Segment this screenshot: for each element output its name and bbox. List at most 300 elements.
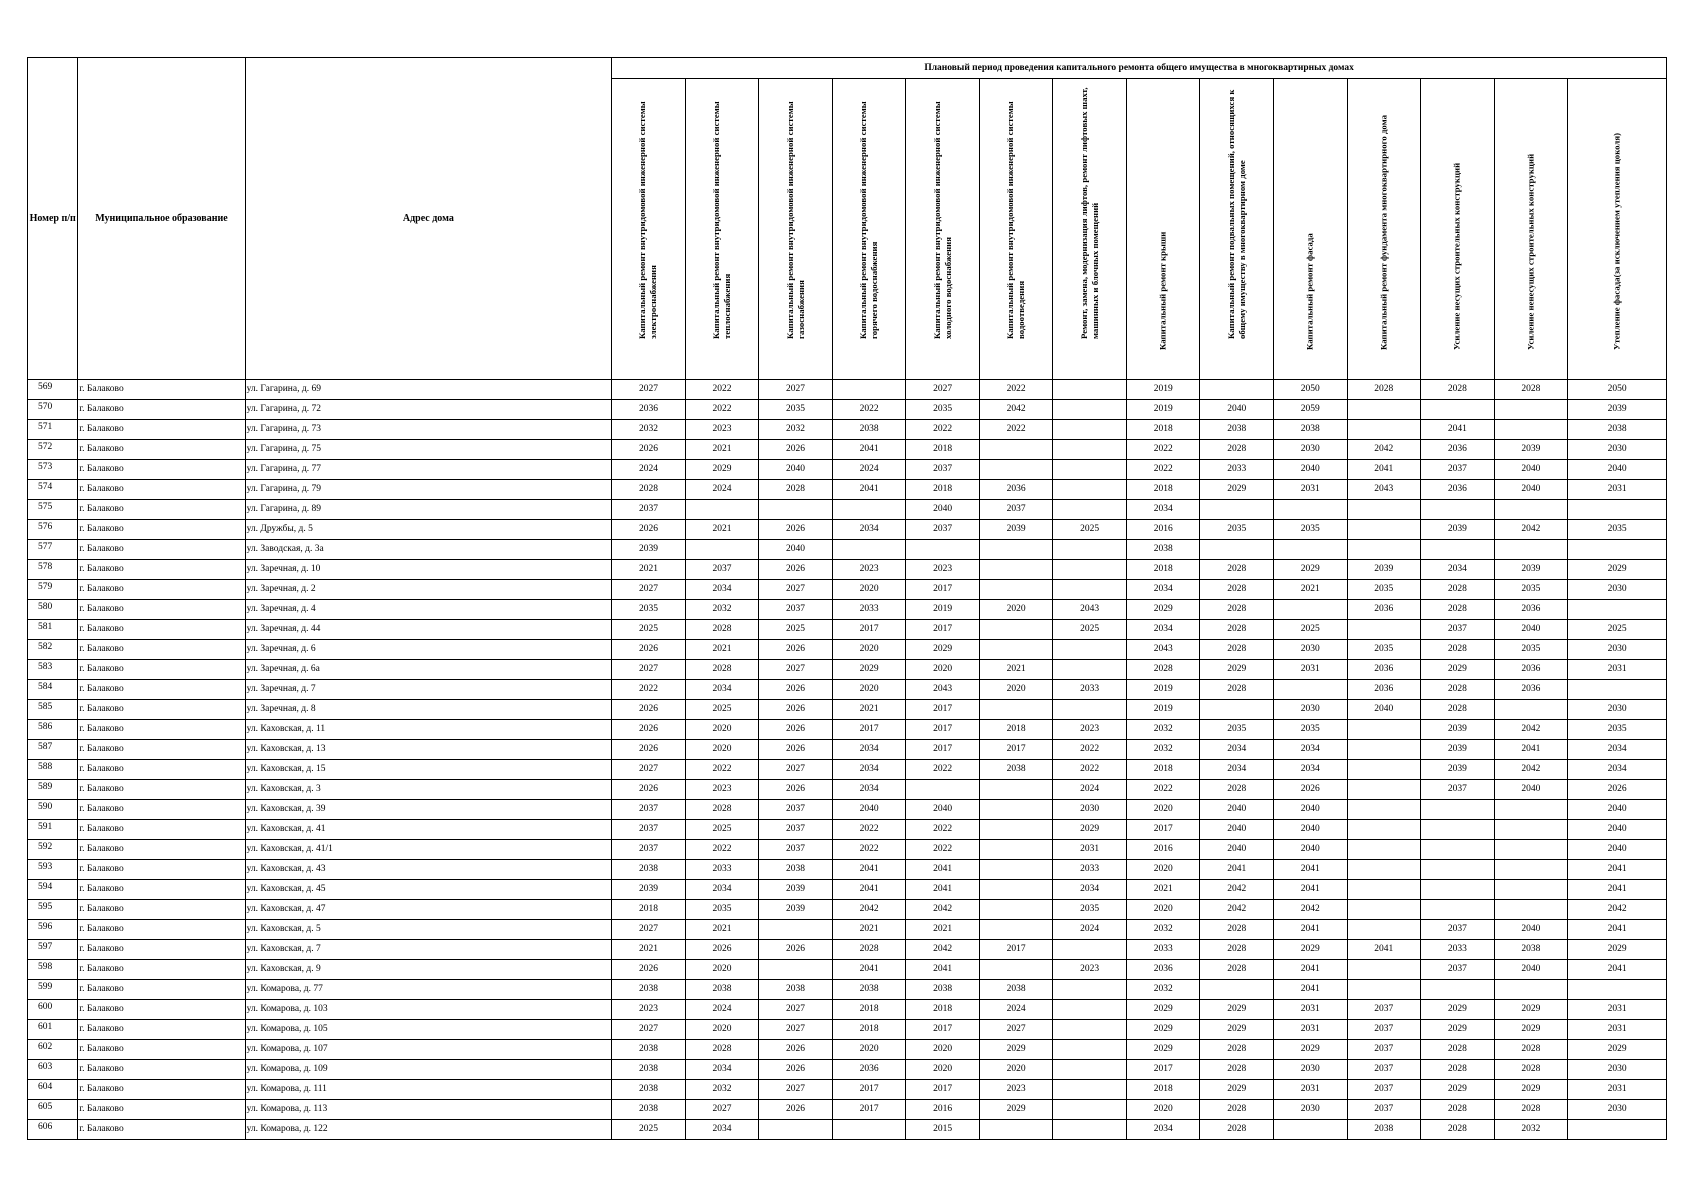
year-cell: 2027 [906,380,980,400]
year-cell: 2023 [1053,720,1127,740]
year-cell: 2030 [1053,800,1127,820]
row-number: 604 [28,1080,78,1100]
year-cell: 2021 [685,920,759,940]
year-cell: 2032 [685,600,759,620]
column-header [906,79,980,380]
year-cell: 2027 [759,580,833,600]
year-cell: 2029 [685,460,759,480]
year-cell: 2029 [1494,1080,1568,1100]
table-row [28,1040,1667,1060]
year-cell: 2037 [1347,1100,1421,1120]
year-cell: 2015 [906,1120,980,1140]
year-cell: 2030 [1568,440,1667,460]
year-cell [1347,740,1421,760]
year-cell: 2036 [1347,660,1421,680]
municipality-cell: г. Балаково [78,400,245,420]
year-cell [979,440,1053,460]
year-cell [1421,540,1495,560]
year-cell: 2028 [1200,600,1274,620]
row-number: 569 [28,380,78,400]
year-cell [979,880,1053,900]
year-cell [1347,960,1421,980]
column-header [1053,79,1127,380]
year-cell [1421,500,1495,520]
year-cell: 2029 [1421,1020,1495,1040]
year-cell: 2022 [1126,440,1200,460]
year-cell: 2037 [759,600,833,620]
year-cell: 2038 [1200,420,1274,440]
table-row [28,420,1667,440]
address-cell: ул. Комарова, д. 113 [245,1100,612,1120]
year-cell: 2020 [906,1060,980,1080]
year-cell: 2017 [832,1100,906,1120]
row-number: 599 [28,980,78,1000]
table-row [28,1020,1667,1040]
year-cell [685,540,759,560]
year-cell: 2027 [685,1100,759,1120]
address-cell: ул. Каховская, д. 13 [245,740,612,760]
table-row [28,400,1667,420]
year-cell: 2038 [1494,940,1568,960]
year-cell: 2037 [906,460,980,480]
address-cell: ул. Комарова, д. 122 [245,1120,612,1140]
year-cell: 2037 [1347,1040,1421,1060]
year-cell: 2041 [1421,420,1495,440]
table-row [28,460,1667,480]
table-row [28,1120,1667,1140]
table-row [28,680,1667,700]
row-number: 586 [28,720,78,740]
year-cell: 2031 [1274,1020,1348,1040]
year-cell: 2020 [979,600,1053,620]
year-cell: 2034 [832,520,906,540]
year-cell: 2039 [1494,440,1568,460]
year-cell: 2028 [1200,1100,1274,1120]
year-cell: 2020 [1126,1100,1200,1120]
year-cell [1347,620,1421,640]
year-cell: 2019 [1126,380,1200,400]
year-cell [979,960,1053,980]
year-cell: 2024 [1053,920,1127,940]
table-row [28,540,1667,560]
municipality-cell: г. Балаково [78,620,245,640]
year-cell: 2034 [1200,740,1274,760]
year-cell [759,960,833,980]
year-cell: 2020 [1126,860,1200,880]
year-cell [1053,980,1127,1000]
year-cell: 2040 [1494,480,1568,500]
year-cell: 2027 [759,1080,833,1100]
year-cell [1421,860,1495,880]
year-cell: 2024 [612,460,686,480]
year-cell: 2023 [612,1000,686,1020]
year-cell [1053,480,1127,500]
year-cell: 2027 [759,760,833,780]
year-cell: 2037 [1347,1080,1421,1100]
column-header-label: Усиление ненесущих строительных конструкций [1525,153,1536,350]
row-number: 584 [28,680,78,700]
table-row [28,940,1667,960]
year-cell: 2036 [1347,600,1421,620]
municipality-cell: г. Балаково [78,540,245,560]
year-cell: 2029 [1421,660,1495,680]
year-cell: 2030 [1568,700,1667,720]
year-cell: 2039 [759,880,833,900]
municipality-cell: г. Балаково [78,840,245,860]
address-cell: ул. Гагарина, д. 89 [245,500,612,520]
row-number: 587 [28,740,78,760]
year-cell: 2029 [1274,560,1348,580]
year-cell [979,780,1053,800]
year-cell: 2029 [1568,940,1667,960]
year-cell: 2018 [1126,760,1200,780]
column-header [1494,79,1568,380]
year-cell: 2039 [612,540,686,560]
municipality-cell: г. Балаково [78,940,245,960]
year-cell: 2038 [612,1040,686,1060]
year-cell: 2029 [1126,1040,1200,1060]
year-cell: 2030 [1274,1100,1348,1120]
year-cell [1053,580,1127,600]
year-cell: 2030 [1568,640,1667,660]
year-cell: 2040 [906,500,980,520]
address-cell: ул. Каховская, д. 7 [245,940,612,960]
year-cell: 2042 [832,900,906,920]
year-cell: 2031 [1568,1000,1667,1020]
year-cell: 2037 [612,820,686,840]
year-cell: 2042 [1494,760,1568,780]
address-cell: ул. Гагарина, д. 72 [245,400,612,420]
year-cell: 2040 [832,800,906,820]
year-cell: 2023 [906,560,980,580]
table-row [28,760,1667,780]
municipality-cell: г. Балаково [78,660,245,680]
year-cell: 2028 [1494,1100,1568,1120]
year-cell: 2035 [1200,720,1274,740]
year-cell [1421,800,1495,820]
municipality-cell: г. Балаково [78,820,245,840]
municipality-cell: г. Балаково [78,440,245,460]
address-cell: ул. Гагарина, д. 75 [245,440,612,460]
year-cell [1053,1120,1127,1140]
year-cell: 2035 [1274,520,1348,540]
year-cell: 2029 [1568,560,1667,580]
year-cell: 2026 [1274,780,1348,800]
year-cell [1347,800,1421,820]
year-cell: 2038 [685,980,759,1000]
repair-schedule-table [27,57,1667,1140]
year-cell: 2041 [1274,860,1348,880]
year-cell [1568,540,1667,560]
year-cell [1347,820,1421,840]
year-cell: 2029 [1421,1080,1495,1100]
year-cell [979,560,1053,580]
year-cell: 2037 [1421,620,1495,640]
year-cell: 2026 [612,640,686,660]
year-cell [1053,460,1127,480]
year-cell: 2040 [1494,460,1568,480]
row-number: 602 [28,1040,78,1060]
year-cell: 2050 [1274,380,1348,400]
year-cell: 2024 [685,1000,759,1020]
year-cell: 2021 [685,640,759,660]
year-cell: 2026 [759,680,833,700]
year-cell [979,840,1053,860]
municipality-cell: г. Балаково [78,980,245,1000]
year-cell [1494,540,1568,560]
column-header [832,79,906,380]
year-cell [1274,680,1348,700]
year-cell: 2041 [1347,460,1421,480]
year-cell [1200,380,1274,400]
row-number: 589 [28,780,78,800]
year-cell: 2025 [1053,620,1127,640]
year-cell: 2027 [759,660,833,680]
year-cell: 2042 [979,400,1053,420]
year-cell: 2038 [612,980,686,1000]
year-cell: 2022 [685,760,759,780]
year-cell: 2042 [1200,880,1274,900]
table-row [28,380,1667,400]
year-cell: 2026 [1568,780,1667,800]
year-cell: 2038 [832,420,906,440]
municipality-cell: г. Балаково [78,560,245,580]
table-row [28,800,1667,820]
column-header-label: Капитальный ремонт внутридомовой инженерной системы водоотведения [1005,101,1027,339]
address-cell: ул. Каховская, д. 15 [245,760,612,780]
year-cell [1347,760,1421,780]
year-cell: 2022 [906,760,980,780]
year-cell: 2018 [906,440,980,460]
address-cell: ул. Комарова, д. 105 [245,1020,612,1040]
year-cell: 2026 [759,640,833,660]
year-cell [759,500,833,520]
row-number: 600 [28,1000,78,1020]
year-cell: 2020 [832,680,906,700]
year-cell [1347,400,1421,420]
address-cell: ул. Каховская, д. 39 [245,800,612,820]
year-cell [1494,820,1568,840]
year-cell: 2029 [979,1040,1053,1060]
table-row [28,1060,1667,1080]
year-cell [1347,720,1421,740]
year-cell: 2034 [1126,620,1200,640]
year-cell: 2036 [1347,680,1421,700]
year-cell: 2024 [1053,780,1127,800]
municipality-cell: г. Балаково [78,960,245,980]
year-cell: 2029 [1200,1020,1274,1040]
year-cell: 2041 [906,880,980,900]
year-cell [1347,540,1421,560]
year-cell: 2034 [1053,880,1127,900]
year-cell: 2026 [612,720,686,740]
year-cell: 2034 [685,680,759,700]
municipality-cell: г. Балаково [78,1060,245,1080]
year-cell [1200,700,1274,720]
year-cell: 2018 [832,1000,906,1020]
year-cell: 2028 [1494,1060,1568,1080]
year-cell: 2040 [1274,800,1348,820]
year-cell: 2019 [1126,700,1200,720]
year-cell: 2038 [1274,420,1348,440]
year-cell: 2020 [685,1020,759,1040]
municipality-cell: г. Балаково [78,680,245,700]
year-cell: 2032 [612,420,686,440]
year-cell: 2022 [906,840,980,860]
row-number: 583 [28,660,78,680]
year-cell: 2022 [832,820,906,840]
row-number: 578 [28,560,78,580]
year-cell: 2040 [1494,620,1568,640]
year-cell: 2038 [979,980,1053,1000]
address-cell: ул. Каховская, д. 41/1 [245,840,612,860]
year-cell [1494,400,1568,420]
year-cell [1347,900,1421,920]
year-cell: 2022 [1126,460,1200,480]
year-cell: 2017 [1126,1060,1200,1080]
year-cell: 2029 [979,1100,1053,1120]
year-cell: 2041 [832,880,906,900]
table-row [28,560,1667,580]
year-cell: 2018 [612,900,686,920]
year-cell [1347,860,1421,880]
year-cell: 2026 [759,1100,833,1120]
year-cell: 2035 [1347,580,1421,600]
column-header-label: Капитальный ремонт фасада [1304,233,1315,350]
year-cell: 2037 [1421,780,1495,800]
year-cell: 2040 [1568,800,1667,820]
year-cell: 2022 [832,840,906,860]
year-cell [1200,980,1274,1000]
year-cell: 2041 [1347,940,1421,960]
year-cell: 2029 [1200,480,1274,500]
year-cell: 2023 [1053,960,1127,980]
year-cell [1053,940,1127,960]
year-cell: 2028 [1421,640,1495,660]
year-cell: 2034 [685,1060,759,1080]
year-cell: 2032 [1494,1120,1568,1140]
year-cell: 2050 [1568,380,1667,400]
year-cell: 2021 [612,560,686,580]
row-number: 582 [28,640,78,660]
year-cell: 2025 [1568,620,1667,640]
year-cell: 2028 [1200,680,1274,700]
year-cell: 2034 [1274,740,1348,760]
column-header [1347,79,1421,380]
year-cell: 2040 [1274,840,1348,860]
year-cell [1494,880,1568,900]
year-cell: 2029 [1200,660,1274,680]
year-cell: 2018 [832,1020,906,1040]
year-cell: 2043 [1126,640,1200,660]
municipality-cell: г. Балаково [78,720,245,740]
address-cell: ул. Каховская, д. 43 [245,860,612,880]
year-cell: 2036 [1421,480,1495,500]
row-number: 575 [28,500,78,520]
year-cell: 2025 [612,1120,686,1140]
table-row [28,700,1667,720]
year-cell: 2038 [832,980,906,1000]
year-cell: 2020 [832,640,906,660]
municipality-cell: г. Балаково [78,420,245,440]
municipality-cell: г. Балаково [78,1080,245,1100]
row-number: 595 [28,900,78,920]
address-cell: ул. Каховская, д. 11 [245,720,612,740]
year-cell: 2027 [612,920,686,940]
header-period: Плановый период проведения капитального ремонта общего имущества в многоквартирных домах [612,58,1667,79]
year-cell: 2032 [1126,920,1200,940]
year-cell: 2032 [1126,980,1200,1000]
year-cell: 2036 [832,1060,906,1080]
municipality-cell: г. Балаково [78,1000,245,1020]
year-cell: 2021 [685,440,759,460]
year-cell: 2017 [1126,820,1200,840]
year-cell: 2026 [612,520,686,540]
year-cell: 2027 [759,1000,833,1020]
table-row [28,1080,1667,1100]
year-cell: 2030 [1568,1100,1667,1120]
column-header-label: Капитальный ремонт внутридомовой инженерной системы горячего водоснабжения [858,101,880,339]
year-cell: 2023 [979,1080,1053,1100]
year-cell: 2039 [612,880,686,900]
year-cell: 2036 [1421,440,1495,460]
year-cell: 2029 [1494,1020,1568,1040]
year-cell: 2034 [1126,580,1200,600]
year-cell [979,1120,1053,1140]
year-cell: 2034 [832,780,906,800]
year-cell [1494,900,1568,920]
year-cell: 2024 [832,460,906,480]
year-cell: 2036 [979,480,1053,500]
year-cell: 2030 [1568,1060,1667,1080]
municipality-cell: г. Балаково [78,1040,245,1060]
year-cell: 2034 [1126,1120,1200,1140]
year-cell [759,1120,833,1140]
year-cell: 2028 [685,1040,759,1060]
year-cell: 2041 [1568,920,1667,940]
year-cell [685,500,759,520]
year-cell: 2017 [832,720,906,740]
year-cell: 2041 [1274,980,1348,1000]
year-cell: 2042 [906,900,980,920]
year-cell: 2030 [1274,1060,1348,1080]
year-cell: 2040 [1200,400,1274,420]
table-body [28,380,1667,1140]
year-cell: 2035 [759,400,833,420]
year-cell: 2021 [979,660,1053,680]
year-cell [832,500,906,520]
municipality-cell: г. Балаково [78,700,245,720]
table-row [28,900,1667,920]
year-cell [1200,500,1274,520]
year-cell: 2040 [1494,920,1568,940]
column-header [1200,79,1274,380]
year-cell: 2029 [1494,1000,1568,1020]
year-cell: 2027 [612,1020,686,1040]
year-cell: 2017 [979,740,1053,760]
year-cell: 2042 [1568,900,1667,920]
year-cell [1347,840,1421,860]
year-cell [1421,400,1495,420]
year-cell [979,820,1053,840]
year-cell: 2023 [832,560,906,580]
year-cell [1494,980,1568,1000]
year-cell: 2020 [685,960,759,980]
year-cell: 2042 [1200,900,1274,920]
year-cell [1053,1000,1127,1020]
row-number: 606 [28,1120,78,1140]
year-cell: 2041 [1274,880,1348,900]
